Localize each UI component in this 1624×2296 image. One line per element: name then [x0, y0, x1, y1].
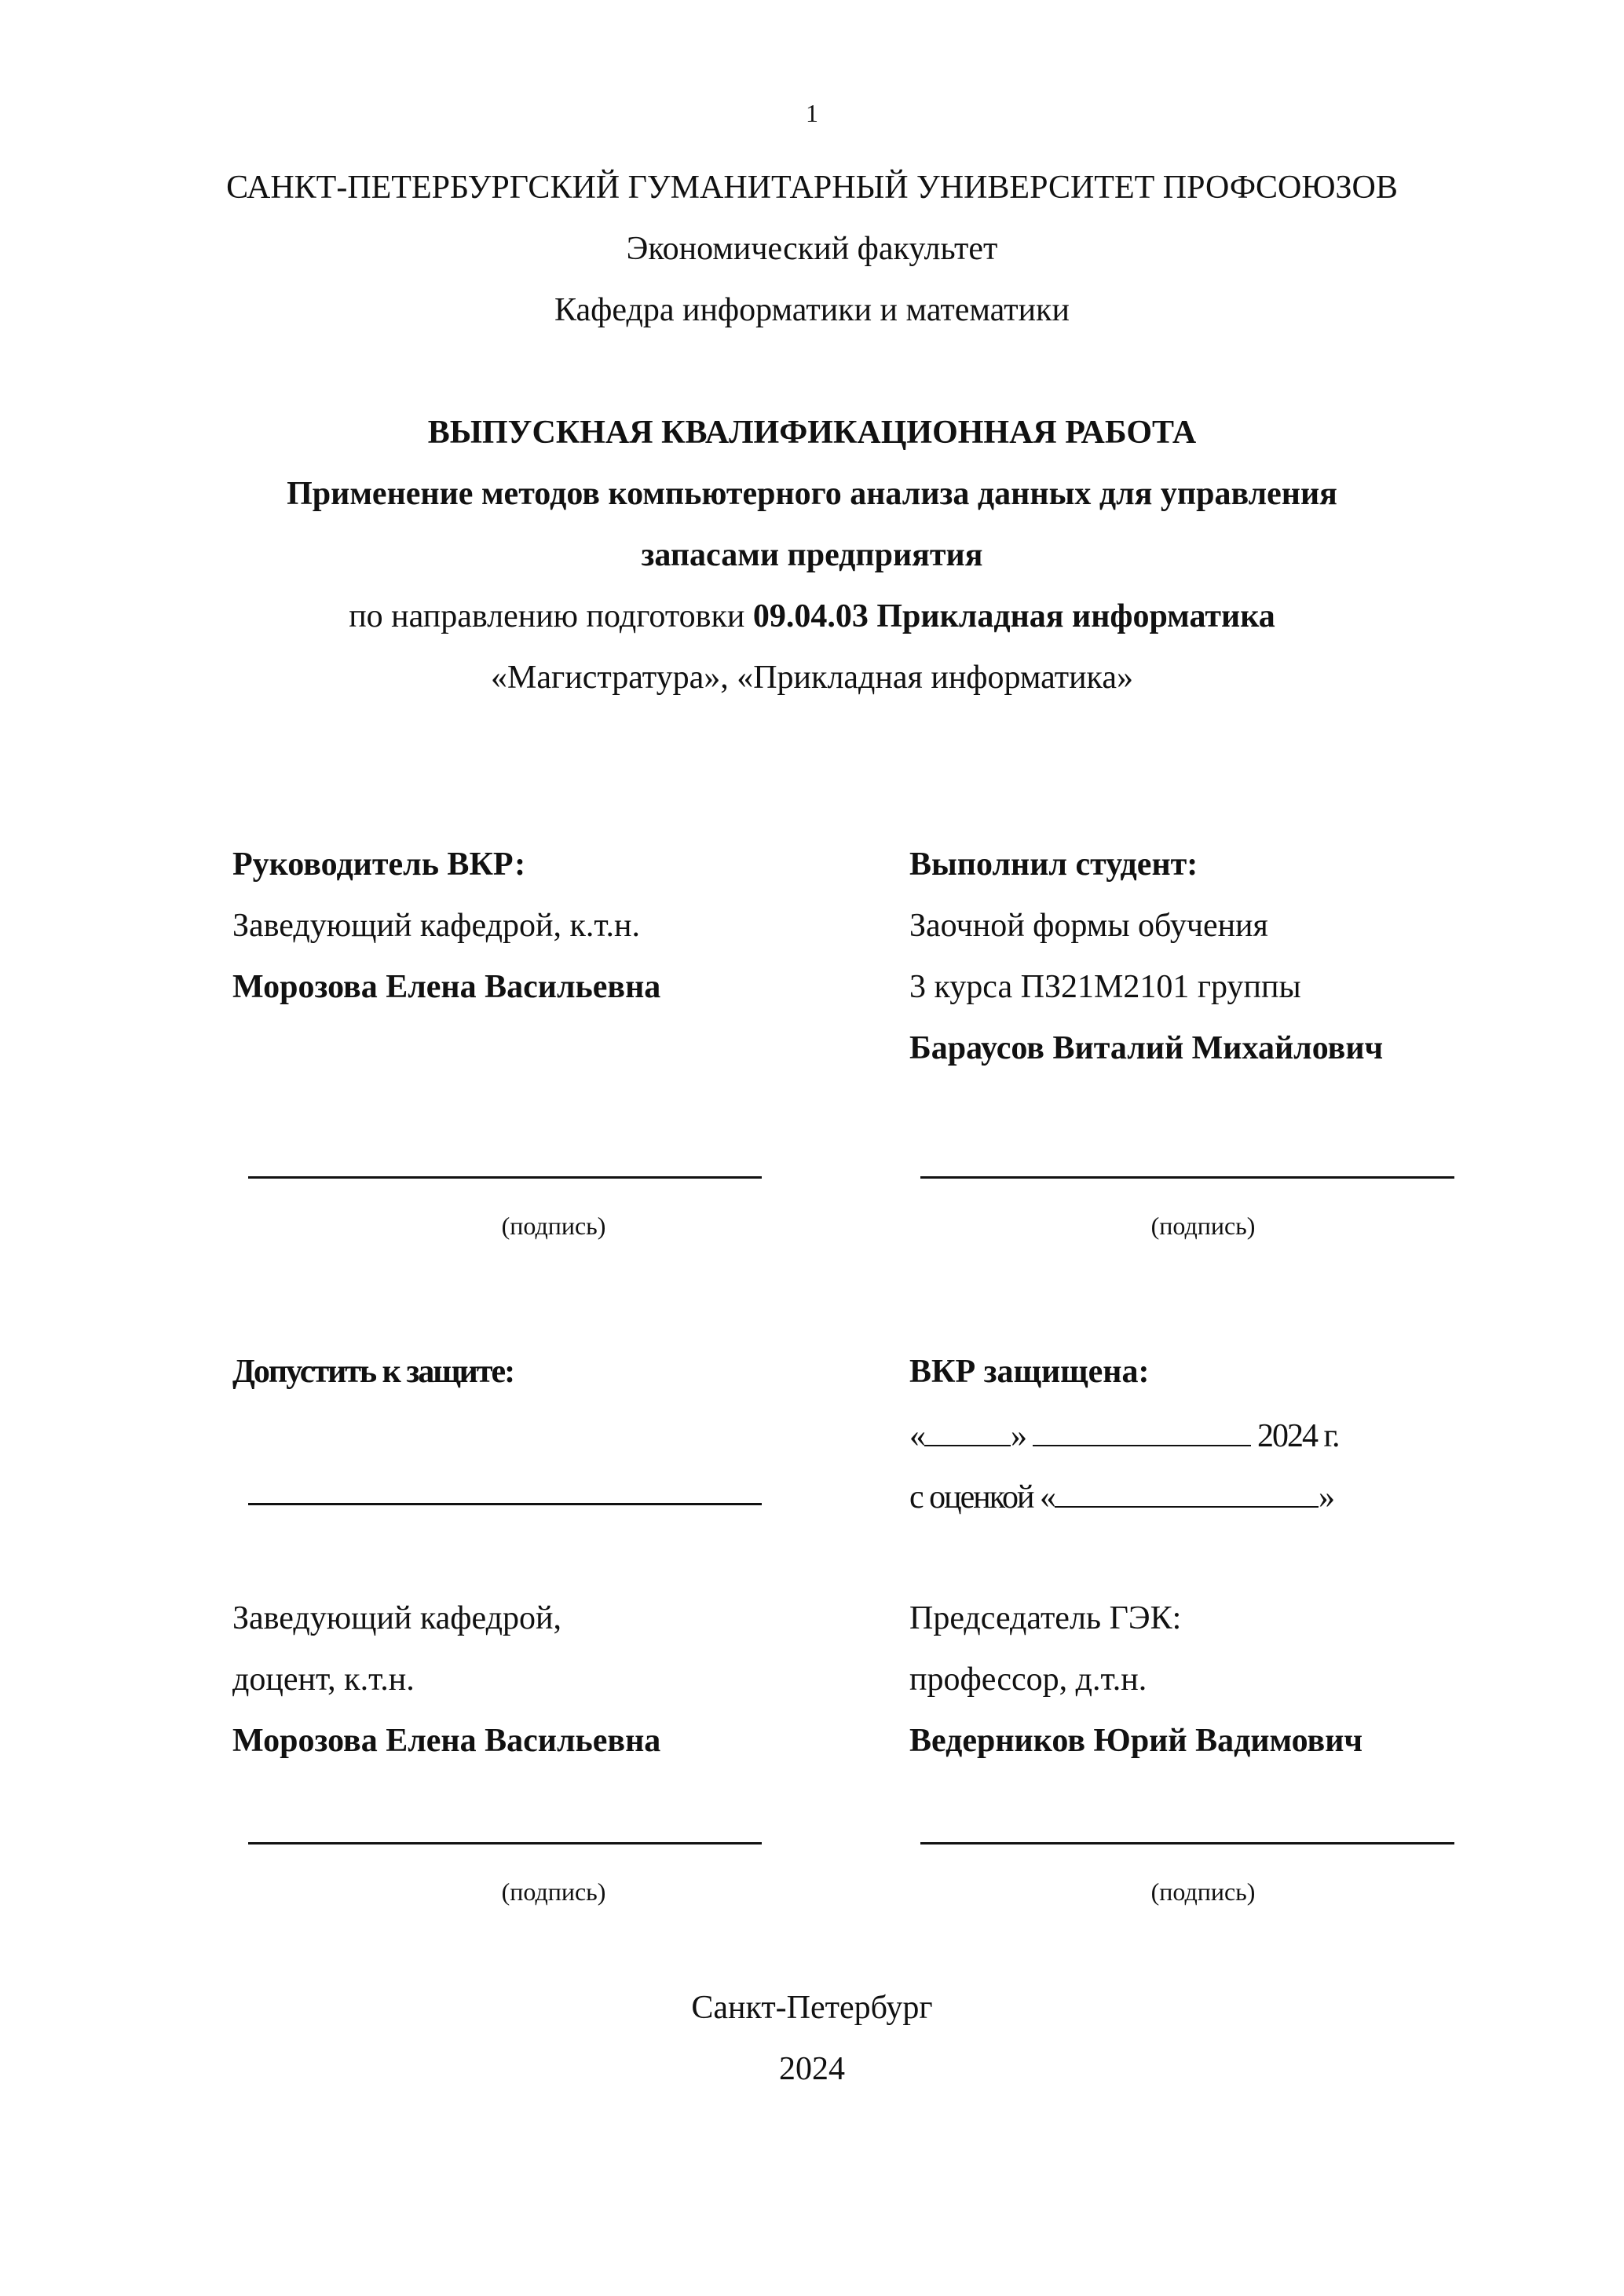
student-signature-caption: (подпись) [1150, 1212, 1256, 1240]
admission-signature-caption: (подпись) [501, 1877, 606, 1906]
chair-signature-caption: (подпись) [1150, 1877, 1256, 1906]
student-name: Бараусов Виталий Михайлович [909, 1030, 1384, 1066]
supervisor-signature-caption: (подпись) [501, 1212, 606, 1240]
admission-signature-line [248, 1503, 762, 1505]
defense-date-line [909, 1417, 1339, 1453]
student-heading: Выполнил студент: [909, 846, 1198, 883]
admission-heading: Допустить к защите: [232, 1354, 514, 1390]
date-day-blank [924, 1417, 1011, 1446]
student-study-form: Заочной формы обучения [909, 908, 1268, 944]
department-name: Кафедра информатики и математики [554, 292, 1070, 328]
chair-name: Ведерников Юрий Вадимович [909, 1723, 1363, 1759]
admission-name: Морозова Елена Васильевна [232, 1723, 661, 1759]
university-name: САНКТ-ПЕТЕРБУРГСКИЙ ГУМАНИТАРНЫЙ УНИВЕРСИТЕТ ПРОФСОЮЗОВ [226, 170, 1398, 206]
grade-suffix: » [1319, 1479, 1333, 1515]
admission-position-line2: доцент, к.т.н. [232, 1662, 415, 1698]
admission-signature-line-2 [248, 1842, 762, 1844]
supervisor-heading: Руководитель ВКР: [232, 846, 526, 883]
admission-position-line1: Заведующий кафедрой, [232, 1600, 561, 1636]
chair-heading: Председатель ГЭК: [909, 1600, 1182, 1636]
defense-grade-line [909, 1478, 1333, 1514]
supervisor-position: Заведующий кафедрой, к.т.н. [232, 908, 641, 944]
chair-position: профессор, д.т.н. [909, 1662, 1147, 1698]
chair-signature-line [920, 1842, 1454, 1844]
date-year: 2024 г. [1257, 1418, 1339, 1454]
grade-prefix: с оценкой « [909, 1479, 1055, 1515]
footer-city: Санкт-Петербург [691, 1990, 933, 2026]
date-close-quote: » [1011, 1418, 1026, 1454]
student-signature-line [920, 1176, 1454, 1179]
work-type: ВЫПУСКНАЯ КВАЛИФИКАЦИОННАЯ РАБОТА [427, 415, 1197, 451]
direction-code: 09.04.03 Прикладная информатика [752, 598, 1275, 634]
program-line: «Магистратура», «Прикладная информатика» [491, 660, 1133, 696]
direction-prefix: по направлению подготовки [349, 598, 745, 634]
grade-blank [1055, 1478, 1319, 1508]
footer-year: 2024 [779, 2051, 845, 2087]
supervisor-name: Морозова Елена Васильевна [232, 969, 661, 1005]
direction-line [0, 600, 1624, 633]
work-title-line2: запасами предприятия [641, 537, 983, 573]
date-month-blank [1033, 1417, 1251, 1446]
student-group: 3 курса ПЗ21М2101 группы [909, 969, 1301, 1005]
supervisor-signature-line [248, 1176, 762, 1179]
faculty-name: Экономический факультет [626, 231, 998, 267]
work-title-line1: Применение методов компьютерного анализа данных для управления [287, 476, 1337, 512]
page-number: 1 [806, 99, 818, 127]
date-open-quote: « [909, 1418, 924, 1454]
defense-heading: ВКР защищена: [909, 1354, 1150, 1390]
